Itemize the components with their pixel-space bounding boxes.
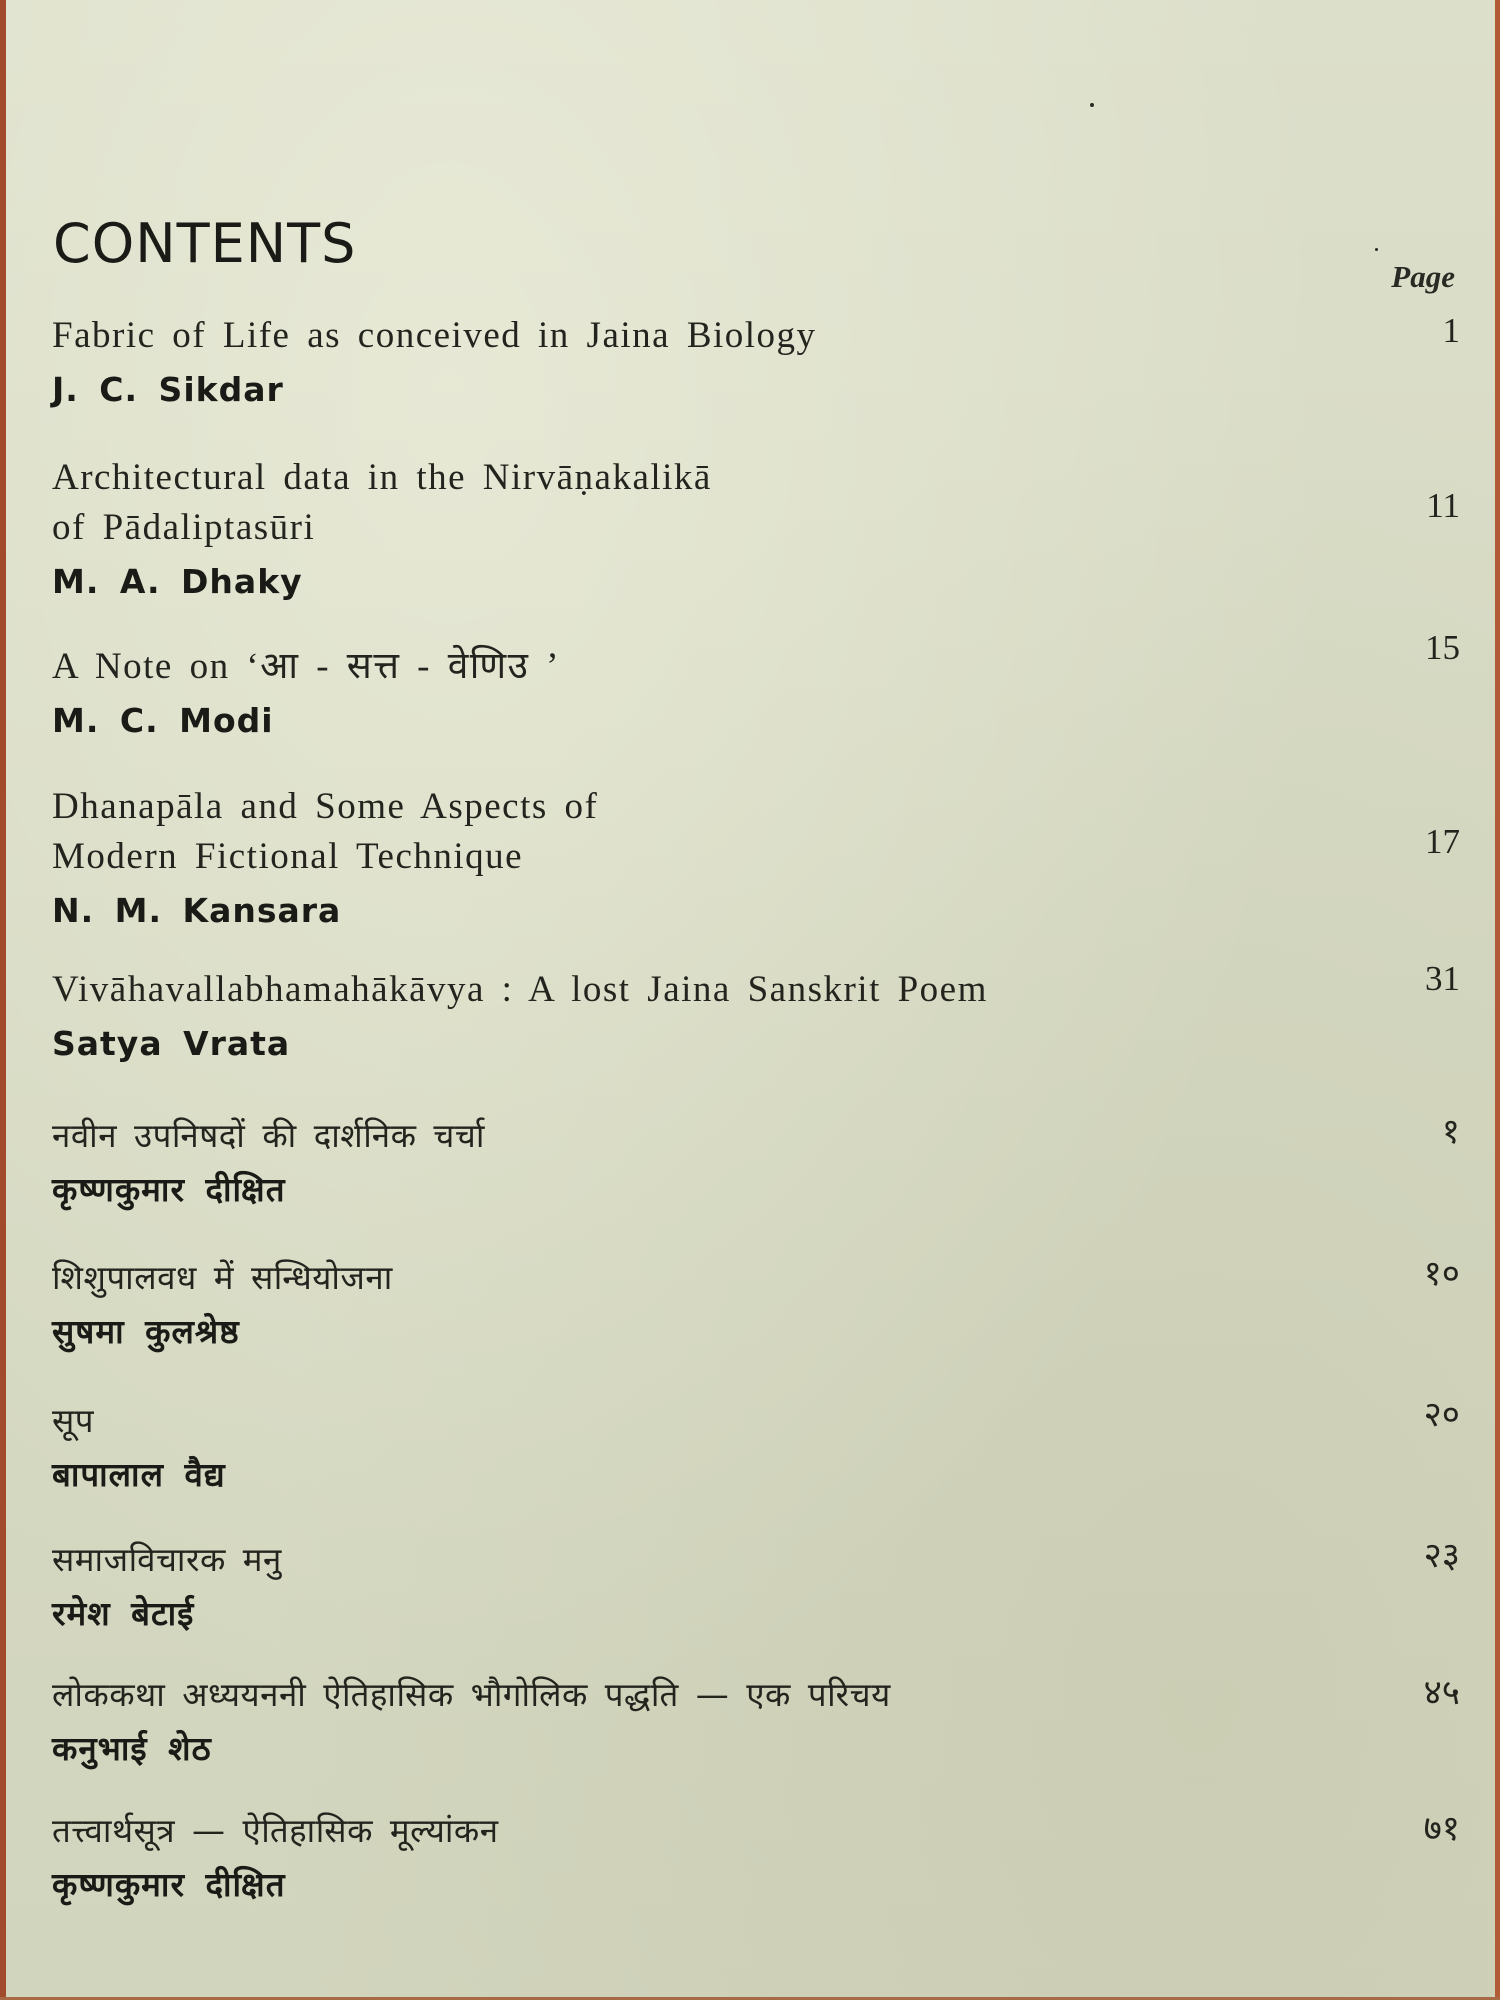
- entry-title: सूप: [52, 1401, 95, 1440]
- toc-entry[interactable]: [52, 782, 1460, 934]
- toc-entry[interactable]: [52, 1396, 1460, 1498]
- entry-author: सुषमा कुलश्रेष्ठ: [52, 1312, 240, 1351]
- entry-title: A Note on ‘आ - सत्त - वेणिउ ’: [52, 646, 560, 687]
- entry-author: कृष्णकुमार दीक्षित: [52, 1170, 286, 1209]
- paper-speck: [1090, 103, 1094, 107]
- entry-author: N. M. Kansara: [52, 891, 342, 930]
- entry-page-number: 11: [1426, 486, 1460, 525]
- entry-page-number: १०: [1423, 1254, 1460, 1293]
- toc-entry[interactable]: [52, 959, 1460, 1067]
- entry-page-number: 1: [1442, 311, 1460, 350]
- entry-author: बापालाल वैद्य: [52, 1455, 226, 1494]
- toc-entry[interactable]: [52, 1253, 1460, 1355]
- entry-title: समाजविचारक मनु: [52, 1540, 282, 1579]
- entry-title: शिशुपालवध में सन्धियोजना: [52, 1258, 393, 1297]
- entry-author: कृष्णकुमार दीक्षित: [52, 1865, 286, 1904]
- toc-entry[interactable]: [52, 1111, 1460, 1213]
- toc-entry[interactable]: [52, 1535, 1460, 1637]
- entry-title: नवीन उपनिषदों की दार्शनिक चर्चा: [52, 1116, 485, 1155]
- entry-page-number: ४५: [1423, 1673, 1460, 1712]
- entry-title: Fabric of Life as conceived in Jaina Biology: [52, 315, 817, 356]
- entry-author: J. C. Sikdar: [52, 370, 284, 409]
- entry-title: Vivāhavallabhamahākāvya : A lost Jaina Sanskrit Poem: [52, 969, 988, 1010]
- toc-entry[interactable]: [52, 453, 1460, 605]
- toc-entry[interactable]: [52, 1806, 1460, 1908]
- entry-title: तत्त्वार्थसूत्र — ऐतिहासिक मूल्यांकन: [52, 1811, 499, 1850]
- entry-page-number: 15: [1425, 628, 1460, 667]
- entry-title-line-1: Dhanapāla and Some Aspects of: [52, 786, 599, 827]
- entry-author: Satya Vrata: [52, 1024, 291, 1063]
- entry-title: लोककथा अध्ययननी ऐतिहासिक भौगोलिक पद्धति — एक परिचय: [52, 1675, 891, 1714]
- entry-title-line-2: of Pādaliptasūri: [52, 507, 316, 548]
- entry-title-line-2: Modern Fictional Technique: [52, 836, 524, 877]
- entry-author: कनुभाई शेठ: [52, 1729, 212, 1768]
- entry-page-number: २०: [1423, 1395, 1460, 1434]
- entry-page-number: 17: [1425, 822, 1460, 861]
- page-column-label: Page: [1391, 259, 1455, 294]
- entry-author: M. C. Modi: [52, 701, 274, 740]
- toc-entry[interactable]: [52, 1670, 1460, 1772]
- scan-edge-left: [0, 0, 6, 2000]
- entry-page-number: ७१: [1423, 1809, 1460, 1848]
- toc-entry[interactable]: [52, 628, 1460, 744]
- paper-speck: [1375, 248, 1378, 251]
- entry-author: M. A. Dhaky: [52, 562, 303, 601]
- toc-entry[interactable]: [52, 311, 1460, 413]
- entry-author: रमेश बेटाई: [52, 1594, 195, 1633]
- entry-page-number: २३: [1423, 1536, 1460, 1575]
- entry-page-number: १: [1441, 1112, 1460, 1151]
- scan-edge-right: [1495, 0, 1500, 2000]
- page-title: CONTENTS: [53, 212, 357, 275]
- entry-title-line-1: Architectural data in the Nirvāṇakalikā: [52, 457, 712, 498]
- entry-page-number: 31: [1425, 959, 1460, 998]
